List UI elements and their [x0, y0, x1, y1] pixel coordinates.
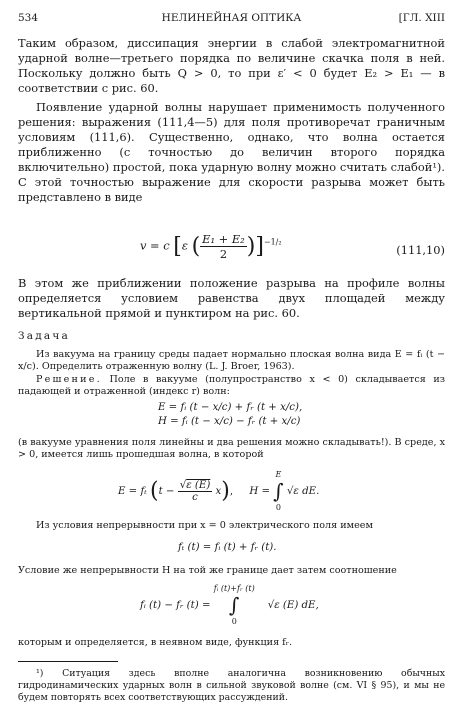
equation-medium: E = fₜ (t − $\frac{√\varepsilon (E)}{c}$ x), H = E ∫ 0 √ε dE. [118, 470, 320, 512]
body-paragraph-2: Появление ударной волны нарушает применимость полученного решения: выражения (111,4—5) для поля противоречат граничным условиям (111,6). Существенно, однако, что волна остается приближенно (с точностью до величин второго порядка включительно) простой, пока ударную волну можно считать слабой¹). С этой точностью выражение для скорости разрыва может быть представлено в виде [18, 100, 445, 204]
equation-continuity: fₜ (t) = fᵢ (t) + fᵣ (t). [178, 542, 277, 553]
page-number: 534 [18, 12, 39, 24]
equation-label: (111,10) [396, 243, 445, 257]
body-paragraph-1: Таким образом, диссипация энергии в слабой электромагнитной ударной волне—третьего порядка по величине скачка поля в ней. Поскольку должно быть Q > 0, то при ε′ < 0 будет E₂ > E₁ — в соответствии с рис. 60. [18, 36, 445, 95]
footnote: ¹) Ситуация здесь вполне аналогична возникновению обычных гидродинамических ударных волн в сильной звуковой волне (см. VI § 95), и мы не будем повторять всех соответствующих рассуждений. [18, 668, 445, 703]
continuity-E-text: Из условия непрерывности при x = 0 электрического поля имеем [36, 520, 373, 531]
task-heading: Задача [18, 330, 70, 342]
chapter-label: [ГЛ. XIII [398, 12, 445, 24]
equation-H-continuity: fᵢ (t) − fᵣ (t) = fᵢ (t)+fᵣ (t) ∫ 0 √ε (E) dE, [140, 584, 319, 626]
task-statement: Из вакуума на границу среды падает нормально плоская волна вида E = fᵢ (t − x/c). Определить отраженную волну (L. J. Broer, 1963). [18, 349, 445, 373]
continuity-H-text: Условие же непрерывности H на той же границе дает затем соотношение [18, 565, 397, 576]
equation-vacuum-E: E = fᵢ (t − x/c) + fᵣ (t + x/c), [158, 402, 303, 413]
vacuum-note: (в вакууме уравнения поля линейны и два решения можно складывать!). В среде, x > 0, имеется лишь прошедшая волна, в которой [18, 437, 445, 461]
equation-vacuum-H: H = fᵢ (t − x/c) − fᵣ (t + x/c) [158, 416, 301, 427]
solution-intro: Решение. Поле в вакууме (полупространство x < 0) складывается из падающей и отраженной (индекс r) волн: [18, 374, 445, 398]
footnote-rule [18, 661, 118, 662]
conclusion-text: которым и определяется, в неявном виде, функция fᵣ. [18, 637, 293, 648]
running-title: НЕЛИНЕЙНАЯ ОПТИКА [161, 12, 302, 24]
body-paragraph-3: В этом же приближении положение разрыва на профиле волны определяется условием равенства двух площадей между вертикальной прямой и пунктиром на рис. 60. [18, 276, 445, 320]
equation-111-10: v = c [ε ( $\frac{\text{E₁ + E₂}}{2}$ )]$^{-1/_2}$ [140, 232, 282, 261]
